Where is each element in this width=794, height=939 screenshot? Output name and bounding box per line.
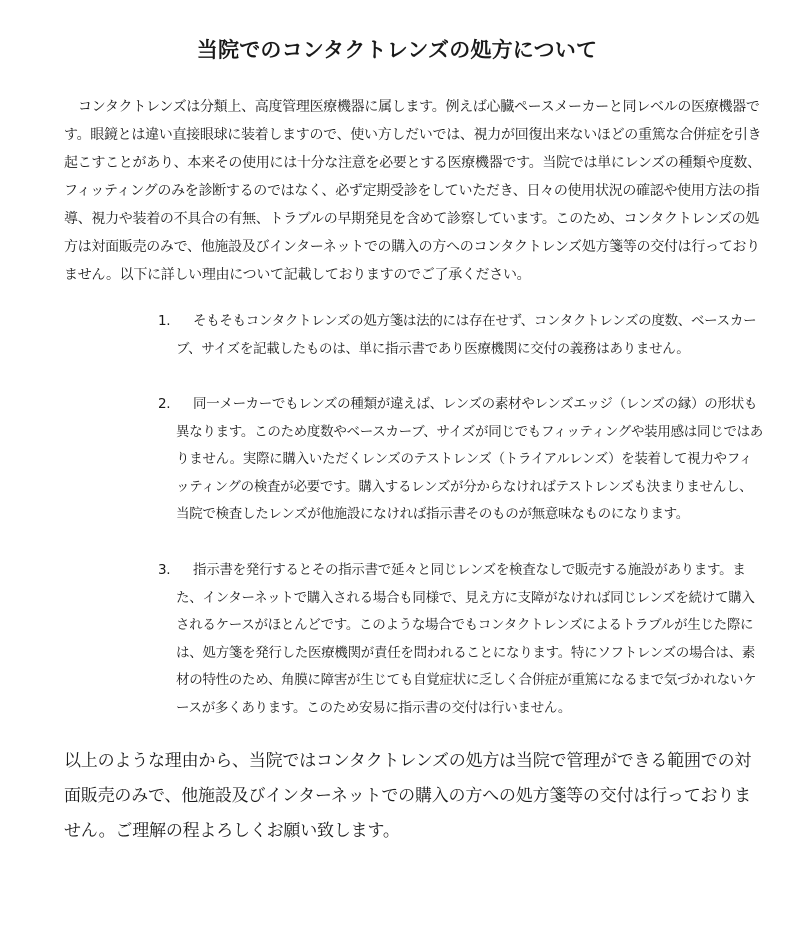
- reason-item-2: [158, 391, 764, 529]
- reason-text: 指示書を発行するとその指示書で延々と同じレンズを検査なしで販売する施設があります。また、インターネットで購入される場合も同様で、見え方に支障がなければ同じレンズを続けて購入されるケースがほとんどです。このような場合でもコンタクトレンズによるトラブルが生じた際には、処方箋を発行した医療機関が責任を問われることになります。特にソフトレンズの場合は、素材の特性のため、角膜に障害が生じても自覚症状に乏しく合併症が重篤になるまで気づかれないケースが多くあります。このため安易に指示書の交付は行いません。: [176, 562, 757, 716]
- reason-item-1: [158, 308, 764, 363]
- intro-paragraph: コンタクトレンズは分類上、高度管理医療機器に属します。例えば心臓ペースメーカーと同レベルの医療機器です。眼鏡とは違い直接眼球に装着しますので、使い方しだいでは、視力が回復出来ないほどの重篤な合併症を引き起こすことがあり、本来その使用には十分な注意を必要とする医療機器です。当院では単にレンズの種類や度数、フィッティングのみを診断するのではなく、必ず定期受診をしていただき、日々の使用状況の確認や使用方法の指導、視力や装着の不具合の有無、トラブルの早期発見を含めて診察しています。このため、コンタクトレンズの処方は対面販売のみで、他施設及びインターネットでの購入の方へのコンタクトレンズ処方箋等の交付は行っておりません。以下に詳しい理由について記載しておりますのでご了承ください。: [64, 99, 762, 283]
- reason-number: 2.: [158, 396, 171, 412]
- reason-number: 1.: [158, 313, 171, 329]
- reason-item-3: [158, 557, 764, 722]
- reason-text: 同一メーカーでもレンズの種類が違えば、レンズの素材やレンズエッジ（レンズの縁）の形状も異なります。このため度数やベースカーブ、サイズが同じでもフィッティングや装用感は同じではありません。実際に購入いただくレンズのテストレンズ（トライアルレンズ）を装着して視力やフィッティングの検査が必要です。購入するレンズが分からなければテストレンズも決まりませんし、当院で検査したレンズが他施設になければ指示書そのものが無意味なものになります。: [176, 396, 763, 522]
- conclusion-paragraph: 以上のような理由から、当院ではコンタクトレンズの処方は当院で管理ができる範囲での対面販売のみで、他施設及びインターネットでの購入の方への処方箋等の交付は行っておりません。ご理解の程よろしくお願い致します。: [64, 751, 752, 841]
- page-title: 当院でのコンタクトレンズの処方について: [196, 38, 598, 62]
- reason-text: そもそもコンタクトレンズの処方箋は法的には存在せず、コンタクトレンズの度数、ベースカーブ、サイズを記載したものは、単に指示書であり医療機関に交付の義務はありません。: [176, 313, 757, 357]
- reason-number: 3.: [158, 562, 171, 578]
